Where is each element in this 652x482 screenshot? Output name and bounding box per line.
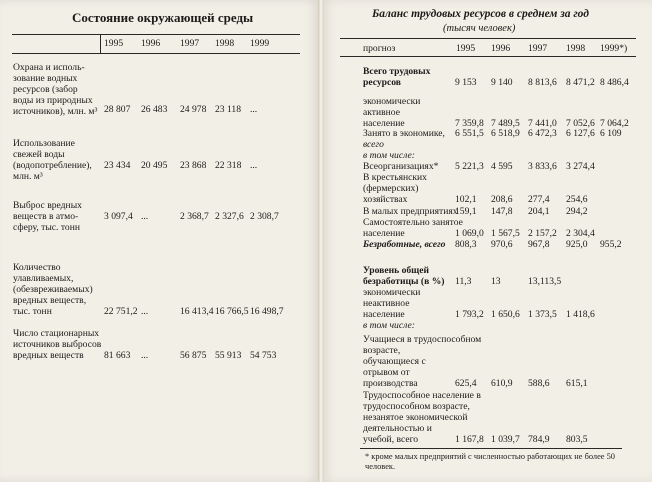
right-row-value: 1 650,6 <box>491 309 520 320</box>
right-row-value: 1 167,8 <box>455 434 484 445</box>
right-row-label: (фермерских) <box>363 183 419 194</box>
right-row-value: 3 274,4 <box>566 161 595 172</box>
right-row-label: население <box>363 228 405 239</box>
left-row-value: 20 495 <box>141 160 168 171</box>
right-row-value: 970,6 <box>491 239 513 250</box>
left-row-value: 81 663 <box>104 350 131 361</box>
left-row-label: ресурсов (забор <box>13 84 78 95</box>
left-row-value: 3 097,4 <box>104 211 133 222</box>
left-row-value: 23 118 <box>215 104 242 115</box>
left-row-value: 23 868 <box>180 160 207 171</box>
right-row-value: 4 595 <box>491 161 513 172</box>
right-row-value: 808,3 <box>455 239 477 250</box>
left-table-column-divider <box>100 34 101 53</box>
right-row-value: 5 221,3 <box>455 161 484 172</box>
left-row-value: 54 753 <box>250 350 277 361</box>
left-row-value: 23 434 <box>104 160 131 171</box>
right-row-value: 2 304,4 <box>566 228 595 239</box>
right-row-value: 2 157,2 <box>528 228 557 239</box>
right-row-label: отрывом от <box>363 367 410 378</box>
right-year-header: 1999*) <box>600 43 628 54</box>
labor-balance-title: Баланс трудовых ресурсов в среднем за год <box>372 8 589 20</box>
right-row-label: обучающиеся с <box>363 356 426 367</box>
right-row-value: 925,0 <box>566 239 588 250</box>
left-row-label: зование водных <box>13 73 78 84</box>
right-year-header: 1998 <box>566 43 586 54</box>
labor-balance-subtitle: (тысяч человек) <box>443 23 516 34</box>
right-row-label: Безработные, всего <box>363 239 446 250</box>
right-row-value: 955,2 <box>600 239 622 250</box>
left-row-value: 2 368,7 <box>180 211 209 222</box>
right-row-label: трудоспособном возрасте, <box>363 401 470 412</box>
right-row-value: 3 833,6 <box>528 161 557 172</box>
left-row-label: источников), млн. м³ <box>13 106 98 117</box>
right-row-label: незанятое экономической <box>363 412 468 423</box>
right-row-value: 9 140 <box>491 77 513 88</box>
left-row-label: улавливаемых, <box>13 273 74 284</box>
right-row-label: В крестьянских <box>363 172 427 183</box>
right-row-value: 625,4 <box>455 378 477 389</box>
right-row-label: учебой, всего <box>363 434 419 445</box>
left-row-label: Выброс вредных <box>13 200 82 211</box>
right-row-value: 6 472,3 <box>528 128 557 139</box>
right-row-value: 277,4 <box>528 194 550 205</box>
right-row-label: В малых предприятиях <box>363 206 458 217</box>
right-row-value: 1 567,5 <box>491 228 520 239</box>
right-row-value: 7 064,2 <box>600 118 629 129</box>
left-row-value: ... <box>250 160 258 171</box>
right-row-value: 8 486,4 <box>600 77 629 88</box>
left-row-value: 28 807 <box>104 104 131 115</box>
right-row-label: Уровень общей <box>363 265 430 276</box>
left-row-label: Число стационарных <box>13 328 100 339</box>
right-row-label: Самостоятельно занятое <box>363 217 463 228</box>
right-row-value: 204,1 <box>528 206 550 217</box>
left-year-header: 1998 <box>215 38 235 49</box>
right-row-label: в том числе: <box>363 320 415 331</box>
right-row-value: 1 069,0 <box>455 228 484 239</box>
left-year-header: 1997 <box>180 38 200 49</box>
right-row-value: 208,6 <box>491 194 513 205</box>
right-table-header-rule <box>340 56 636 57</box>
right-row-value: 1 418,6 <box>566 309 595 320</box>
right-row-value: 967,8 <box>528 239 550 250</box>
right-row-value: 615,1 <box>566 378 588 389</box>
right-row-label: экономически <box>363 96 421 107</box>
right-row-value: 159,1 <box>455 206 477 217</box>
right-row-value: 784,9 <box>528 434 550 445</box>
left-row-value: ... <box>250 104 258 115</box>
left-row-label: Количество <box>13 262 61 273</box>
right-row-value: 7 052,6 <box>566 118 595 129</box>
left-row-label: сферу, тыс. тонн <box>13 222 80 233</box>
environment-table-title: Состояние окружающей среды <box>72 10 254 25</box>
left-row-label: свежей воды <box>13 149 65 160</box>
right-table-top-rule <box>340 38 636 39</box>
right-table-footnote: * кроме малых предприятий с численностью работающих не более 50 человек. <box>365 452 615 471</box>
right-row-value: 6 518,9 <box>491 128 520 139</box>
right-row-value: 588,6 <box>528 378 550 389</box>
right-year-header: 1995 <box>456 43 476 54</box>
right-row-label: Трудоспособное население в <box>363 390 481 401</box>
left-row-label: (водопотребление), <box>13 160 92 171</box>
right-row-value: 13 <box>491 276 501 287</box>
right-row-value: 7 359,8 <box>455 118 484 129</box>
left-row-value: 56 875 <box>180 350 207 361</box>
left-row-value: 22 751,2 <box>104 306 138 317</box>
right-row-label: ресурсов <box>363 77 401 88</box>
right-row-label: всего <box>363 139 384 150</box>
left-row-label: Использование <box>13 138 75 149</box>
left-row-label: Охрана и исполь- <box>13 62 85 73</box>
right-row-label: население <box>363 309 405 320</box>
right-row-value: 11,3 <box>455 276 472 287</box>
left-year-header: 1996 <box>141 38 161 49</box>
right-row-value: 7 441,0 <box>528 118 557 129</box>
right-row-label: деятельностью и <box>363 423 432 434</box>
left-row-value: 16 766,5 <box>215 306 249 317</box>
right-table-bottom-rule <box>360 448 622 449</box>
left-row-value: 22 318 <box>215 160 242 171</box>
right-row-label: производства <box>363 378 418 389</box>
right-row-value: 610,9 <box>491 378 513 389</box>
right-year-header: 1996 <box>491 43 511 54</box>
right-row-value: 102,1 <box>455 194 477 205</box>
left-year-header: 1999 <box>250 38 270 49</box>
right-row-value: 13,113,5 <box>528 276 562 287</box>
book-spine <box>318 0 324 482</box>
left-row-value: 2 327,6 <box>215 211 244 222</box>
left-row-label: воды из природных <box>13 95 93 106</box>
right-row-label: возрасте, <box>363 345 401 356</box>
right-row-value: 254,6 <box>566 194 588 205</box>
left-row-value: ... <box>141 306 149 317</box>
right-row-label: активное <box>363 107 400 118</box>
left-row-label: вредных веществ <box>13 350 84 361</box>
right-row-value: 1 039,7 <box>491 434 520 445</box>
right-row-label: Занято в экономике, <box>363 128 445 139</box>
left-row-label: (обезвреживаемых) <box>13 284 93 295</box>
left-row-value: ... <box>141 350 149 361</box>
right-row-label: хозяйствах <box>363 194 408 205</box>
right-row-value: 6 109 <box>600 128 622 139</box>
right-row-label: в том числе: <box>363 150 415 161</box>
left-row-label: млн. м³ <box>13 171 43 182</box>
left-row-value: 24 978 <box>180 104 207 115</box>
right-row-value: 803,5 <box>566 434 588 445</box>
left-row-value: 16 498,7 <box>250 306 284 317</box>
right-row-value: 8 471,2 <box>566 77 595 88</box>
left-row-label: вредных веществ, <box>13 295 87 306</box>
right-table-header-label: прогноз <box>363 43 396 54</box>
left-row-label: тыс. тонн <box>13 306 52 317</box>
right-row-label: Всего трудовых <box>363 66 431 77</box>
left-table-top-rule <box>12 34 300 35</box>
left-row-value: 2 308,7 <box>250 211 279 222</box>
left-year-header: 1995 <box>104 38 124 49</box>
right-row-label: экономически <box>363 287 421 298</box>
right-row-value: 147,8 <box>491 206 513 217</box>
right-row-value: 7 489,5 <box>491 118 520 129</box>
right-row-label: безработицы (в %) <box>363 276 445 287</box>
right-row-value: 294,2 <box>566 206 588 217</box>
right-row-value: 6 551,5 <box>455 128 484 139</box>
left-row-label: источников выбросов <box>13 339 102 350</box>
right-row-label: Всеорганизациях* <box>363 161 439 172</box>
right-row-value: 9 153 <box>455 77 477 88</box>
left-row-value: 26 483 <box>141 104 168 115</box>
right-year-header: 1997 <box>528 43 548 54</box>
right-row-label: неактивное <box>363 298 410 309</box>
right-row-value: 6 127,6 <box>566 128 595 139</box>
right-row-value: 1 373,5 <box>528 309 557 320</box>
left-table-header-rule <box>12 53 300 54</box>
right-row-label: Учащиеся в трудоспособном <box>363 334 482 345</box>
left-row-value: ... <box>141 211 149 222</box>
left-row-value: 16 413,4 <box>180 306 214 317</box>
left-row-value: 55 913 <box>215 350 242 361</box>
right-row-value: 1 793,2 <box>455 309 484 320</box>
left-row-label: веществ в атмо- <box>13 211 79 222</box>
right-row-label: население <box>363 118 405 129</box>
right-row-value: 8 813,6 <box>528 77 557 88</box>
